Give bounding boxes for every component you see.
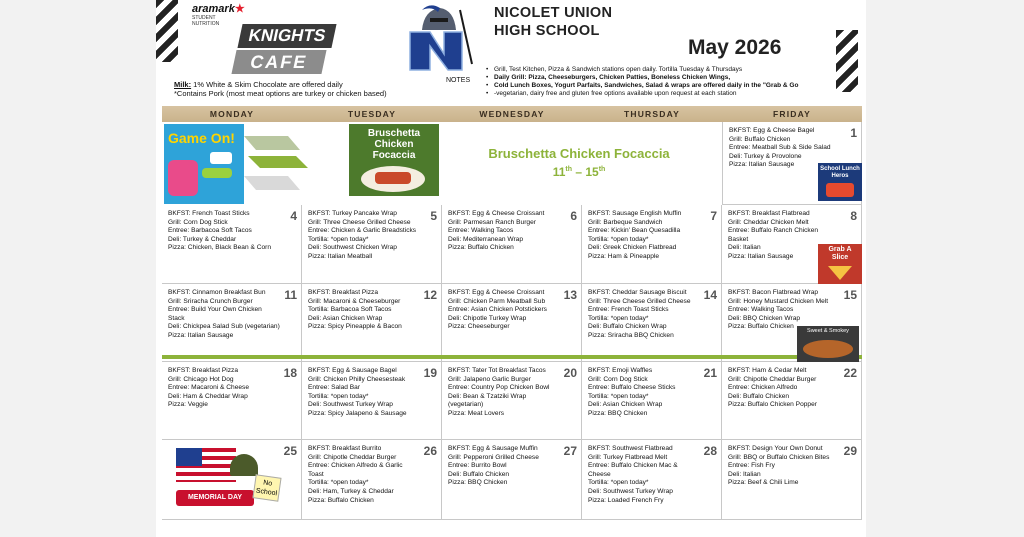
menu-line: Entree: Asian Chicken Potstickers	[448, 306, 547, 314]
menu-line: BKFST: Tater Tot Breakfast Tacos	[448, 367, 546, 374]
menu-line: Grill: Chipotle Cheddar Burger	[728, 375, 817, 383]
day-cell	[162, 205, 302, 284]
weekday-monday: MONDAY	[209, 109, 255, 119]
menu-line: BKFST: Breakfast Flatbread	[728, 210, 810, 217]
grab-a-slice-image: Grab A Slice	[818, 244, 862, 284]
menu-items	[308, 445, 420, 505]
notes-line: • Cold Lunch Boxes, Yogurt Parfaits, Sandwiches, Salad & wraps are offered daily in the "Grab & Go	[486, 82, 799, 90]
menu-items	[308, 367, 420, 419]
star-icon: ★	[234, 3, 245, 15]
day-number: 13	[563, 288, 577, 302]
menu-line: Deli: Mediterranean Wrap	[448, 235, 524, 243]
day-number: 5	[430, 209, 437, 223]
day-cell	[302, 440, 442, 520]
notes-line: • -vegetarian, dairy free and gluten free options available upon request at each station	[486, 90, 737, 98]
menu-line: Entree: Burrito Bowl	[448, 462, 507, 470]
menu-line: Grill: Chicken Parm Meatball Sub	[448, 297, 546, 305]
menu-line: Entree: Build Your Own Chicken Stack	[168, 306, 262, 322]
menu-items	[588, 210, 700, 262]
decorative-arrows	[244, 126, 324, 196]
menu-items	[308, 289, 420, 332]
knights-cafe-logo	[234, 24, 334, 74]
bullet-icon: •	[486, 82, 489, 90]
menu-line: BKFST: Egg & Cheese Bagel	[729, 127, 815, 134]
menu-line: Deli: Italian	[728, 244, 761, 252]
bullet-icon: •	[486, 74, 489, 82]
weekday-friday: FRIDAY	[772, 109, 812, 119]
menu-line: Deli: Italian	[728, 470, 761, 478]
menu-line: BKFST: Cheddar Sausage Biscuit	[588, 289, 687, 296]
menu-items	[448, 445, 560, 488]
menu-calendar-page	[156, 0, 866, 537]
day-number: 21	[703, 366, 717, 380]
menu-line: Grill: Macaroni & Cheeseburger	[308, 297, 401, 305]
menu-line: Entree: Chicken & Garlic Breadsticks	[308, 227, 417, 235]
menu-line: Deli: Asian Chicken Wrap	[308, 314, 383, 322]
menu-line: Grill: Chicago Hot Dog	[168, 375, 234, 383]
menu-line: Grill: Sriracha Crunch Burger	[168, 297, 253, 305]
day-cell	[302, 362, 442, 440]
menu-line: Tortilla: *open today*	[308, 235, 369, 243]
day-cell	[582, 284, 722, 362]
menu-items	[448, 210, 560, 253]
menu-line: Entree: Macaroni & Cheese	[168, 384, 249, 392]
menu-line: Pizza: Veggie	[168, 401, 208, 409]
menu-items	[308, 210, 420, 262]
menu-line: Tortilla: *open today*	[308, 392, 369, 400]
menu-line: Deli: Buffalo Chicken Wrap	[588, 323, 667, 331]
menu-line: Grill: Chipotle Cheddar Burger	[308, 453, 397, 461]
menu-line: Pizza: Italian Sausage	[168, 331, 234, 339]
menu-line: Entree: Buffalo Cheese Sticks	[588, 384, 676, 392]
school-lunch-heros-image: School Lunch Heros	[818, 163, 862, 201]
menu-line: Deli: Turkey & Cheddar	[168, 235, 237, 243]
menu-line: Deli: Buffalo Chicken	[728, 392, 790, 400]
menu-line: Pizza: Buffalo Chicken	[728, 323, 794, 331]
menu-items	[728, 367, 840, 410]
menu-line: Pizza: Italian Meatball	[308, 252, 373, 260]
cafe-logo-line2: CAFE	[231, 50, 326, 74]
menu-line: Deli: Chickpea Salad Sub (vegetarian)	[168, 323, 280, 331]
menu-items	[448, 367, 560, 419]
notes-list	[486, 66, 866, 100]
day-number: 14	[703, 288, 717, 302]
menu-line: Pizza: Italian Sausage	[728, 252, 794, 260]
menu-line: Tortilla: *open today*	[588, 314, 649, 322]
day-number: 7	[710, 209, 717, 223]
menu-line: BKFST: Emoji Waffles	[588, 367, 653, 374]
menu-line: BKFST: Breakfast Burrito	[308, 445, 382, 452]
menu-line: Deli: Bean & Tzatziki Wrap (vegetarian)	[448, 392, 527, 409]
menu-line: Grill: Three Cheese Grilled Cheese	[588, 297, 691, 305]
day-cell	[442, 205, 582, 284]
month-title: May 2026	[688, 36, 782, 59]
menu-line: Tortilla: *open today*	[308, 479, 369, 487]
menu-line: Pizza: BBQ Chicken	[448, 479, 508, 487]
menu-line: Entree: Barbacoa Soft Tacos	[168, 227, 252, 235]
day-number: 12	[423, 288, 437, 302]
menu-line: Grill: Chicken Philly Cheesesteak	[308, 375, 406, 383]
cafe-logo-line1: KNIGHTS	[237, 24, 336, 48]
menu-line: Grill: Parmesan Ranch Burger	[448, 218, 536, 226]
feature-title: Bruschetta Chicken Focaccia	[488, 146, 670, 161]
day-number: 15	[843, 288, 857, 302]
menu-line: Grill: Turkey Flatbread Melt	[588, 453, 668, 461]
day-number: 1	[850, 126, 857, 140]
day-number: 22	[843, 366, 857, 380]
menu-line: BKFST: Cinnamon Breakfast Bun	[168, 289, 266, 296]
school-name: NICOLET UNION HIGH SCHOOL	[494, 5, 613, 39]
menu-line: Deli: Buffalo Chicken	[448, 470, 510, 478]
menu-line: BKFST: Egg & Cheese Croissant	[448, 210, 545, 217]
day-number: 28	[703, 444, 717, 458]
menu-line: Deli: Chipotle Turkey Wrap	[448, 314, 527, 322]
menu-line: Grill: Barbeque Sandwich	[588, 218, 663, 226]
menu-line: Entree: Fish Fry	[728, 462, 775, 470]
day-cell	[582, 205, 722, 284]
menu-line: Deli: Southwest Turkey Wrap	[308, 401, 393, 409]
day-cell	[442, 362, 582, 440]
menu-line: BKFST: Egg & Sausage Muffin	[448, 445, 538, 452]
day-cell	[162, 362, 302, 440]
menu-line: Grill: Honey Mustard Chicken Melt	[728, 297, 829, 305]
day-number: 6	[570, 209, 577, 223]
menu-line: Pizza: Spicy Pineapple & Bacon	[308, 323, 402, 331]
menu-line: BKFST: Southwest Flatbread	[588, 445, 673, 452]
day-number: 29	[843, 444, 857, 458]
day-cell	[162, 284, 302, 362]
flag-icon	[176, 448, 236, 482]
day-cell	[302, 284, 442, 362]
menu-line: Grill: Three Cheese Grilled Cheese	[308, 218, 411, 226]
menu-line: Grill: Pepperoni Grilled Cheese	[448, 453, 539, 461]
menu-line: Tortilla: *open today*	[588, 235, 649, 243]
menu-line: BKFST: Breakfast Pizza	[308, 289, 378, 296]
menu-items	[168, 289, 280, 341]
day-cell	[722, 440, 862, 520]
menu-line: Deli: BBQ Chicken Wrap	[728, 314, 801, 322]
menu-line: Pizza: Buffalo Chicken	[448, 244, 514, 252]
day-number: 8	[850, 209, 857, 223]
menu-line: Entree: French Toast Sticks	[588, 306, 669, 314]
sweet-smokey-image: Sweet & Smokey	[797, 326, 859, 362]
menu-line: BKFST: Bacon Flatbread Wrap	[728, 289, 819, 296]
menu-line: BKFST: Egg & Cheese Croissant	[448, 289, 545, 296]
menu-items	[588, 445, 700, 505]
menu-line: Grill: Jalapeno Garlic Burger	[448, 375, 531, 383]
menu-line: Deli: Asian Chicken Wrap	[588, 401, 663, 409]
menu-line: Deli: Southwest Turkey Wrap	[588, 487, 673, 495]
menu-line: Entree: Buffalo Ranch Chicken Basket	[728, 227, 819, 243]
milk-note: Milk: 1% White & Skim Chocolate are offered daily *Contains Pork (most meat options are turkey or chicken based)	[174, 80, 387, 98]
day-number: 19	[423, 366, 437, 380]
game-on-image: Game On!	[164, 124, 244, 204]
menu-line: Deli: Turkey & Provolone	[729, 152, 802, 160]
weekday-header	[162, 106, 862, 122]
day-cell	[582, 440, 722, 520]
menu-line: Pizza: Italian Sausage	[729, 161, 795, 169]
day-number: 4	[290, 209, 297, 223]
notes-label: NOTES	[446, 77, 471, 84]
menu-line: Entree: Meatball Sub & Side Salad	[729, 144, 831, 152]
day-number: 18	[283, 366, 297, 380]
day-number: 11	[284, 288, 297, 302]
menu-items	[728, 445, 840, 488]
menu-line: BKFST: Egg & Sausage Bagel	[308, 367, 397, 374]
weekday-thursday: THURSDAY	[623, 109, 681, 119]
day-number: 27	[563, 444, 577, 458]
menu-line: Grill: BBQ or Buffalo Chicken Bites	[728, 453, 830, 461]
menu-line: Entree: Salad Bar	[308, 384, 361, 392]
bruschetta-promo-image: Bruschetta Chicken Focaccia	[349, 124, 439, 196]
menu-line: Entree: Walking Tacos	[728, 306, 794, 314]
aramark-logo: aramark★	[192, 3, 245, 15]
feature-promo	[452, 146, 706, 179]
menu-line: Deli: Greek Chicken Flatbread	[588, 244, 677, 252]
day-cell	[442, 440, 582, 520]
menu-line: Grill: Corn Dog Stick	[168, 218, 228, 226]
menu-line: Pizza: Spicy Jalapeno & Sausage	[308, 409, 407, 417]
day-cell	[442, 284, 582, 362]
menu-line: Deli: Southwest Chicken Wrap	[308, 244, 397, 252]
menu-line: BKFST: Sausage English Muffin	[588, 210, 682, 217]
menu-items	[168, 210, 280, 253]
day-cell	[582, 362, 722, 440]
menu-line: Tortilla: *open today*	[588, 392, 649, 400]
weekday-tuesday: TUESDAY	[347, 109, 397, 119]
notes-line: • Daily Grill: Pizza, Cheeseburgers, Chicken Patties, Boneless Chicken Wings,	[486, 74, 731, 82]
menu-line: Tortilla: *open today*	[588, 479, 649, 487]
menu-line: Entree: Chicken Alfredo & Garlic Toast	[308, 462, 403, 478]
menu-line: Pizza: Buffalo Chicken Popper	[728, 401, 817, 409]
day-number: 26	[423, 444, 437, 458]
menu-line: Entree: Walking Tacos	[448, 227, 514, 235]
menu-line: Pizza: Sriracha BBQ Chicken	[588, 331, 674, 339]
menu-line: Entree: Chicken Alfredo	[728, 384, 798, 392]
menu-line: Pizza: Buffalo Chicken	[308, 496, 374, 504]
memorial-day-image: MEMORIAL DAY No School	[170, 446, 278, 520]
menu-line: BKFST: Breakfast Pizza	[168, 367, 238, 374]
menu-line: BKFST: Ham & Cedar Melt	[728, 367, 807, 374]
menu-line: Deli: Ham, Turkey & Cheddar	[308, 487, 394, 495]
menu-line: Pizza: Beef & Chili Lime	[728, 479, 799, 487]
day-number: 20	[563, 366, 577, 380]
menu-line: Pizza: Ham & Pineapple	[588, 252, 660, 260]
aramark-logo-sub: STUDENT NUTRITION	[192, 15, 220, 27]
menu-line: BKFST: French Toast Sticks	[168, 210, 250, 217]
week-separator	[162, 355, 862, 359]
feature-dates: 11th – 15th	[552, 165, 606, 179]
menu-line: Tortilla: Barbacoa Soft Tacos	[308, 306, 392, 314]
menu-line: Grill: Cheddar Chicken Melt	[728, 218, 809, 226]
bullet-icon: •	[486, 90, 489, 98]
menu-line: BKFST: Design Your Own Donut	[728, 445, 823, 452]
menu-items	[168, 367, 280, 410]
menu-line: Entree: Buffalo Chicken Mac & Cheese	[588, 462, 678, 478]
menu-line: Entree: Country Pop Chicken Bowl	[448, 384, 550, 392]
menu-items	[588, 367, 700, 419]
bullet-icon: •	[486, 66, 489, 73]
menu-line: Grill: Corn Dog Stick	[588, 375, 648, 383]
menu-items	[588, 289, 700, 341]
weekday-wednesday: WEDNESDAY	[479, 109, 545, 119]
menu-line: Pizza: Chicken, Black Bean & Corn	[168, 244, 271, 252]
menu-line: Entree: Kickin' Bean Quesadilla	[588, 227, 681, 235]
menu-line: Pizza: Cheeseburger	[448, 323, 510, 331]
menu-line: Pizza: Loaded French Fry	[588, 496, 664, 504]
menu-line: BKFST: Turkey Pancake Wrap	[308, 210, 397, 217]
corner-stripes-top-left	[156, 0, 178, 62]
menu-items	[448, 289, 560, 332]
menu-line: Pizza: Meat Lovers	[448, 409, 505, 417]
day-cell	[302, 205, 442, 284]
menu-line: Pizza: BBQ Chicken	[588, 409, 648, 417]
day-number: 25	[283, 444, 297, 458]
day-cell	[722, 362, 862, 440]
notes-line: • Grill, Test Kitchen, Pizza & Sandwich stations open daily. Tortilla Tuesday & Thursdays	[486, 66, 743, 73]
menu-line: Deli: Ham & Cheddar Wrap	[168, 392, 248, 400]
knight-mascot-logo	[400, 4, 478, 74]
menu-line: Grill: Buffalo Chicken	[729, 135, 791, 143]
